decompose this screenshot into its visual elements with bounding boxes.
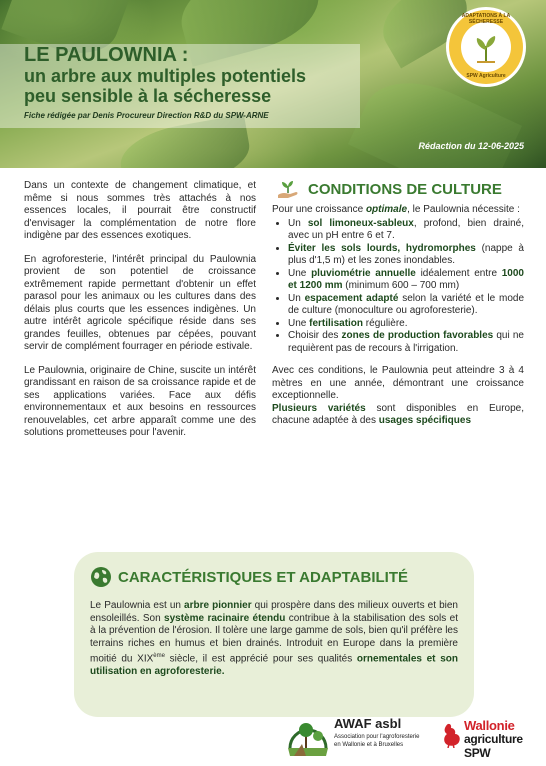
varieties-paragraph: Plusieurs variétés sont disponibles en Europe, chacune adaptée à des usages spécifiques [272, 402, 525, 426]
wallonie-spw: SPW [464, 746, 491, 760]
conditions-column [272, 178, 524, 428]
wallonie-rooster-icon [440, 722, 462, 748]
header-banner [0, 0, 546, 168]
author-line: Fiche rédigée par Denis Procureur Direction R&D du SPW-ARNE [24, 111, 269, 120]
list-item: • Une fertilisation régulière. [288, 318, 524, 331]
page-subtitle-line2: peu sensible à la sécheresse [24, 86, 272, 106]
conditions-lead [272, 204, 524, 217]
characteristics-text: Le Paulownia est un arbre pionnier qui prospère dans des milieux ouverts et bien ensoleillés. Son système racinaire étendu contribue à la stabilisation des sols et à la prévention de l'érosion. Il tolère une large gamme de sols, bien qu'il préfère les terrains riches en humus et bien drainés. Introduit en Europe dans la première moitié du XIXème siècle, il est apprécié pour ses qualités ornementales et son utilisation en agroforesterie. [90, 600, 459, 677]
page-subtitle-line1: un arbre aux multiples potentiels [24, 66, 307, 86]
badge-label: ADAPTATIONS À LA SÉCHERESSE [461, 13, 511, 25]
wallonie-name: Wallonie [464, 718, 515, 733]
wallonie-agriculture: agriculture [464, 732, 523, 746]
list-item: • Éviter les sols lourds, hydromorphes (nappe à plus d'1,5 m) et les zones inondables. [288, 243, 524, 268]
intro-paragraph-2: En agroforesterie, l'intérêt principal du Paulownia provient de son potentiel de croissance extrêmement rapide permettant d'obtenir un effet parasol pour les animaux ou les cultures dans des délais plus courts que les essences indigènes. Un autre intérêt agricole spécifique réside dans ses grandes feuilles, obtenues par cépées, pouvant servir de complément fourrager en période estivale. [24, 253, 256, 352]
growth-paragraph: Avec ces conditions, le Paulownia peut atteindre 3 à 4 mètres en une année, démontrant une croissance exceptionnelle. [272, 365, 524, 401]
awaf-logo-icon [286, 718, 330, 760]
list-item: • Un espacement adapté selon la variété et le mode de culture (monoculture ou agroforesterie). [288, 293, 524, 318]
characteristics-header [90, 566, 408, 588]
list-item: • Une pluviométrie annuelle idéalement entre 1000 et 1200 mm (minimum 600 – 700 mm) [288, 268, 524, 293]
awaf-name: AWAF asbl [334, 716, 402, 731]
globe-icon [90, 566, 112, 588]
page-title: LE PAULOWNIA : [24, 44, 189, 66]
redaction-date: Rédaction du 12-06-2025 [418, 141, 524, 151]
wallonie-logo [440, 718, 540, 762]
sprout-hand-icon [276, 179, 300, 199]
conditions-header [272, 178, 524, 200]
list-item: • Choisir des zones de production favorables qui ne requièrent pas de recours à l'irrigation. [288, 330, 524, 355]
characteristics-panel [74, 552, 474, 717]
awaf-subtitle-1: Association pour l'agroforesterie [334, 734, 420, 740]
conditions-title: CONDITIONS DE CULTURE [308, 180, 502, 198]
intro-column [24, 180, 256, 451]
characteristics-title: CARACTÉRISTIQUES ET ADAPTABILITÉ [118, 568, 409, 586]
intro-paragraph-3: Le Paulownia, originaire de Chine, suscite un intérêt grandissant en raison de sa croissance rapide et de ses applications variées. Face aux défis environnementaux et aux besoins en ressources renouvelables, cet arbre apparaît comme une des solutions prometteuses pour l'avenir. [24, 364, 256, 438]
badge-sublabel: SPW Agriculture [466, 73, 506, 79]
awaf-logo [286, 714, 430, 762]
intro-paragraph-1: Dans un contexte de changement climatique, et même si nous sommes très attachés à nos essences locales, il pourrait être constructif d'envisager la complémentation de notre flore indigène par des essences exotiques. [24, 180, 256, 241]
lead-emphasis: optimale [365, 204, 408, 215]
conditions-list [272, 218, 524, 356]
awaf-subtitle-2: en Wallonie et à Bruxelles [334, 742, 404, 748]
lead-text: Pour une croissance [272, 204, 366, 215]
list-item: • Un sol limoneux-sableux, profond, bien drainé, avec un pH entre 6 et 7. [288, 218, 524, 243]
lead-text-end: , le Paulownia nécessite : [407, 204, 520, 215]
drought-badge [449, 10, 523, 84]
